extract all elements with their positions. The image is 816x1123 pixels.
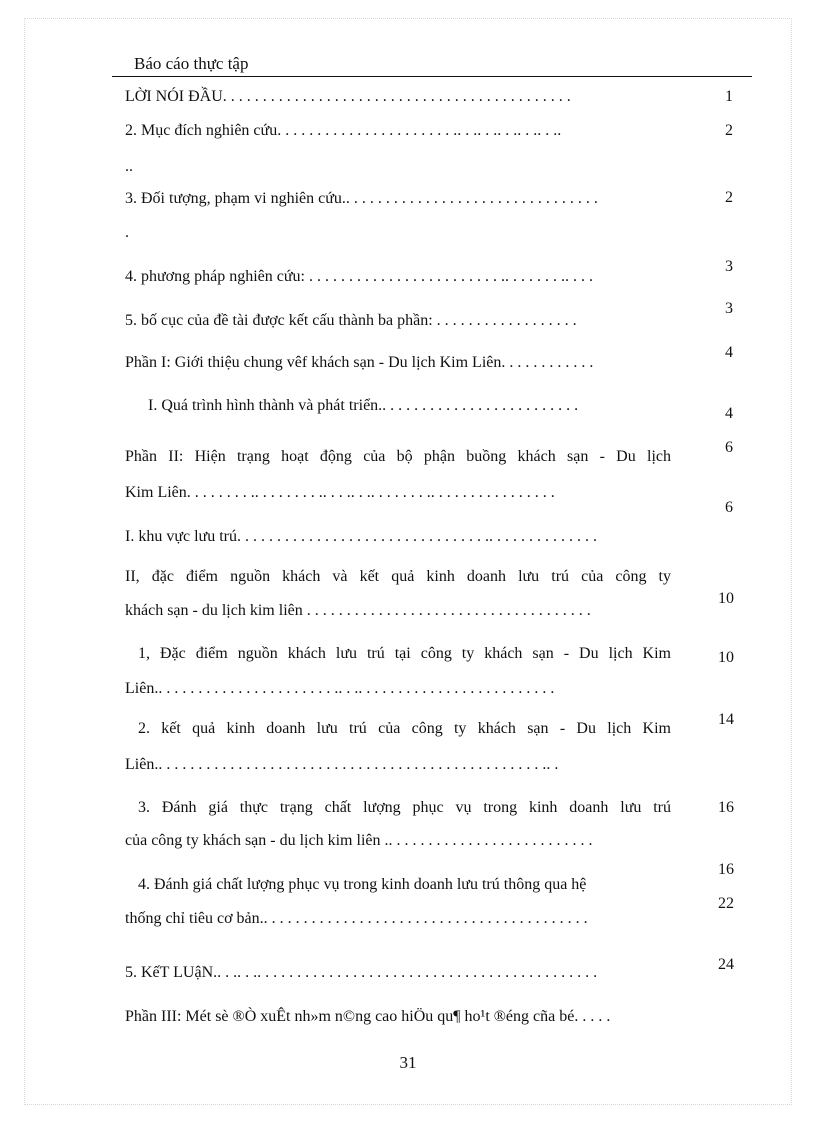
toc-page-number: 14 [718, 711, 734, 728]
toc-page-number: 1 [725, 88, 733, 105]
toc-entry-nguon-khach: 1, Đặc điểm nguồn khách lưu trú tại công ty khách sạn - Du lịch Kim [138, 645, 671, 662]
toc-entry-khu-vuc: I. khu vực lưu trú. . . . . . . . . . . . . . . . . . . . . . . . . . . . . . . .. . . . . . . . . . . . . . [125, 528, 597, 545]
toc-entry-muc-dich-cont: .. [125, 158, 133, 175]
toc-page-number: 24 [718, 956, 734, 973]
toc-entry-ket-luan: 5. KếT LUậN.. . .. . .. . . . . . . . . . . . . . . . . . . . . . . . . . . . . . . . . . . . . . . . . . . [125, 964, 598, 981]
toc-entry-qua-trinh: I. Quá trình hình thành và phát triển.. . . . . . . . . . . . . . . . . . . . . . . . . [148, 397, 579, 414]
footer-page-number: 31 [399, 1053, 417, 1072]
toc-entry-danh-gia-thuc-trang-cont: của công ty khách sạn - du lịch kim liên .. . . . . . . . . . . . . . . . . . . . . . . . . . [125, 832, 593, 849]
toc-page-number: 22 [718, 895, 734, 912]
toc-entry-ket-qua-cont: Liên.. . . . . . . . . . . . . . . . . . . . . . . . . . . . . . . . . . . . . . . . . . . . . . . . .. . [125, 756, 559, 773]
toc-entry-phan-1: Phần I: Giới thiệu chung vêf khách sạn - Du lịch Kim Liên. . . . . . . . . . . . [125, 354, 594, 371]
toc-entry-doi-tuong-cont: . [125, 224, 129, 241]
toc-page-number: 2 [725, 122, 733, 139]
toc-entry-ket-qua: 2. kết quả kinh doanh lưu trú của công ty khách sạn - Du lịch Kim [138, 720, 671, 737]
toc-entry-loi-noi-dau: LỜI NÓI ĐẦU. . . . . . . . . . . . . . . . . . . . . . . . . . . . . . . . . . . . . . . . . . . . [125, 88, 571, 105]
toc-page-number: 6 [725, 439, 733, 456]
toc-page-number: 10 [718, 590, 734, 607]
toc-page-number: 4 [725, 344, 733, 361]
toc-entry-phuong-phap: 4. phương pháp nghiên cứu: . . . . . . . . . . . . . . . . . . . . . . . . .. . . . . . . .. . . . [125, 268, 593, 285]
toc-entry-phan-3: Phần III: Mét sè ®Ò xuÊt nh»m n©ng cao hiÖu qu¶ ho¹t ®éng cña bé. . . . . [125, 1008, 611, 1025]
toc-page-number: 16 [718, 799, 734, 816]
toc-page-number: 4 [725, 405, 733, 422]
toc-entry-danh-gia-thuc-trang: 3. Đánh giá thực trạng chất lượng phục vụ trong kinh doanh lưu trú [138, 799, 671, 816]
toc-entry-dac-diem: II, đặc điểm nguồn khách và kết quả kinh doanh lưu trú của công ty [125, 568, 671, 585]
toc-entry-danh-gia-chat-luong: 4. Đánh giá chất lượng phục vụ trong kinh doanh lưu trú thông qua hệ [138, 876, 587, 893]
toc-page-number: 3 [725, 258, 733, 275]
toc-page-number: 3 [725, 300, 733, 317]
header-title: Báo cáo thực tập [134, 54, 249, 73]
toc-entry-phan-2-cont: Kim Liên. . . . . . . . .. . . . . . . . .. . . .. . .. . . . . . . .. . . . . . . . . . . . . . . . [125, 484, 555, 501]
toc-page-number: 6 [725, 499, 733, 516]
toc-entry-muc-dich: 2. Mục đích nghiên cứu. . . . . . . . . . . . . . . . . . . . . . .. . .. . .. . .. . .. . .. [125, 122, 562, 139]
toc-entry-phan-2: Phần II: Hiện trạng hoạt động của bộ phận buồng khách sạn - Du lịch [125, 448, 671, 465]
toc-page-number: 16 [718, 861, 734, 878]
toc-page-number: 10 [718, 649, 734, 666]
page-border [24, 18, 792, 1105]
toc-entry-danh-gia-chat-luong-cont: thống chỉ tiêu cơ bản.. . . . . . . . . . . . . . . . . . . . . . . . . . . . . . . . . . . . . . . . . [125, 910, 588, 927]
toc-entry-dac-diem-cont: khách sạn - du lịch kim liên . . . . . . . . . . . . . . . . . . . . . . . . . . . . . . . . . . . . [125, 602, 591, 619]
toc-entry-doi-tuong: 3. Đối tượng, phạm vi nghiên cứu.. . . . . . . . . . . . . . . . . . . . . . . . . . . . . . . . [125, 190, 598, 207]
page-header [112, 54, 752, 77]
toc-entry-bo-cuc: 5. bố cục của đề tài được kết cấu thành ba phần: . . . . . . . . . . . . . . . . . . [125, 312, 577, 329]
toc-page-number: 2 [725, 189, 733, 206]
toc-entry-nguon-khach-cont: Liên.. . . . . . . . . . . . . . . . . . . . . . .. . .. . . . . . . . . . . . . . . . . . . . . . . . . [125, 680, 555, 697]
